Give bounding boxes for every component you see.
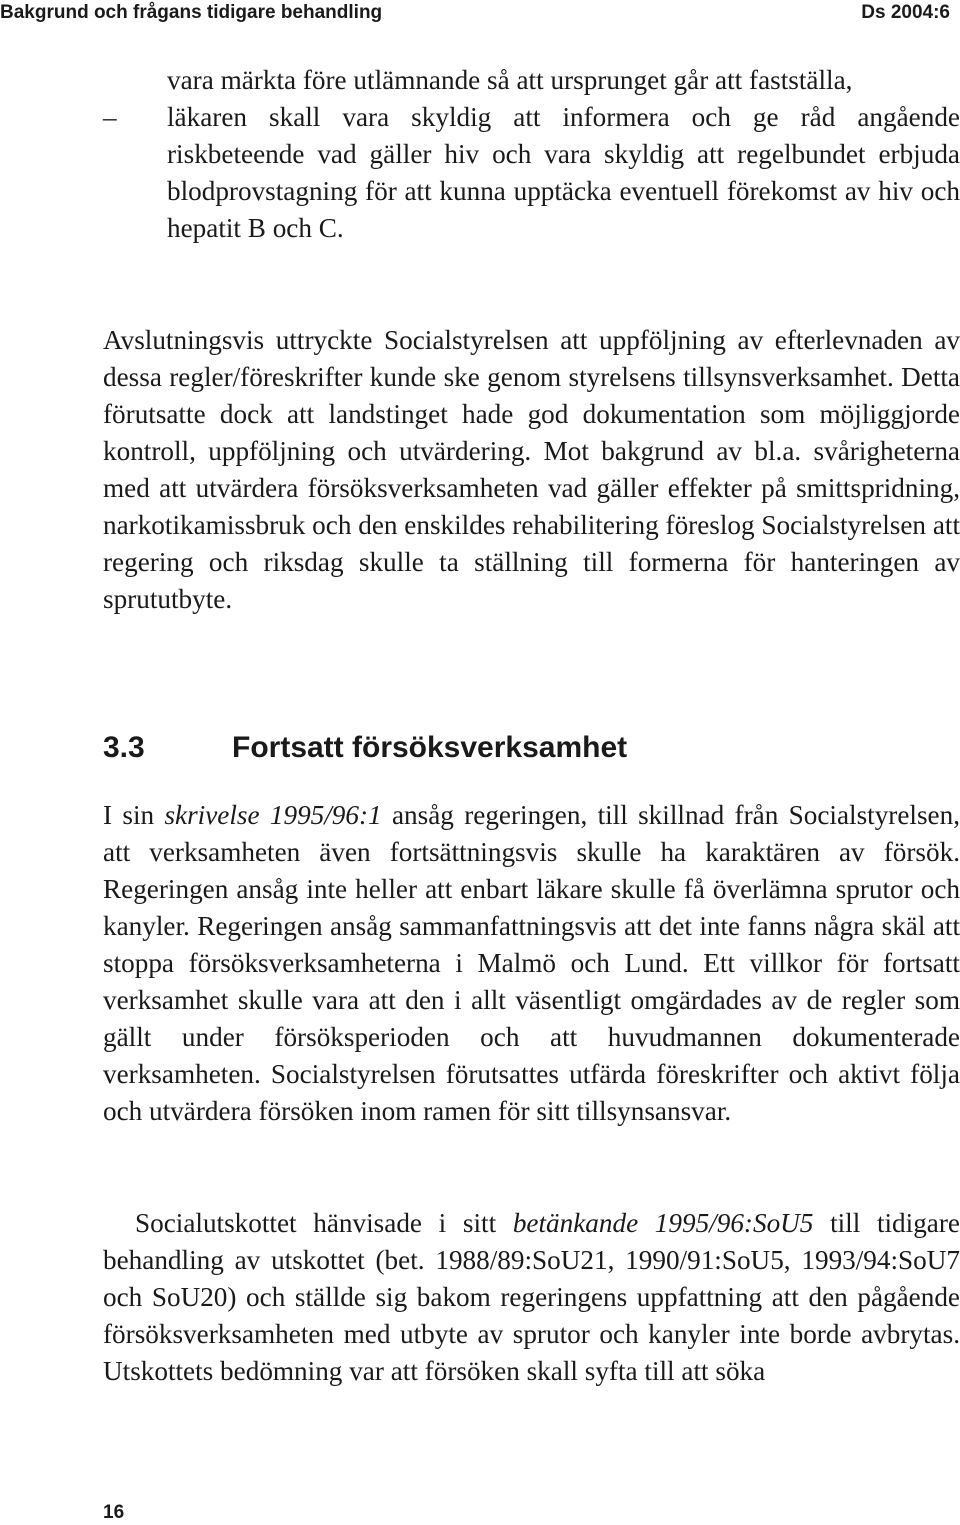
reference-betankande: betänkande 1995/96:SoU5 (512, 1208, 814, 1238)
header-document-id: Ds 2004:6 (861, 2, 950, 23)
list-item-continued: vara märkta före utlämnande så att ursprunget går att fastställa, (167, 65, 853, 95)
section-number: 3.3 (103, 731, 145, 764)
page-number: 16 (103, 1502, 125, 1523)
paragraph-committee-report: Socialutskottet hänvisade i sitt betänkande 1995/96:SoU5 till tidigare behandling av utskottet (bet. 1988/89:SoU21, 1990/91:SoU5, 1993/94:SoU7 och SoU20) och ställde sig bakom regeringens uppfattning att den pågående försöksverksamheten med utbyte av sprutor och kanyler inte borde avbrytas. Utskottets bedömning var att försöken skall syfta till att söka (103, 1208, 960, 1386)
requirements-list (103, 62, 960, 247)
running-header (0, 2, 960, 28)
header-chapter-title: Bakgrund och frågans tidigare behandling (0, 2, 383, 23)
paragraph-socialstyrelsen-conclusion: Avslutningsvis uttryckte Socialstyrelsen att uppföljning av efterlevnaden av dessa regler/föreskrifter kunde ske genom styrelsens tillsynsverksamhet. Detta förutsatte dock att landstinget hade god dokumentation som möjliggjorde kontroll, uppföljning och utvärdering. Mot bakgrund av bl.a. svårigheterna med att utvärdera försöksverksamheten vad gäller effekter på smittspridning, narkotikamissbruk och den enskildes rehabilitering föreslog Socialstyrelsen att regering och riksdag skulle ta ställning till formerna för hanteringen av sprututbyte. (103, 325, 960, 614)
section-title: Fortsatt försöksverksamhet (232, 731, 628, 764)
reference-skrivelse: skrivelse 1995/96:1 (164, 800, 382, 830)
section-heading (103, 728, 960, 768)
paragraph-government-letter: I sin skrivelse 1995/96:1 ansåg regeringen, till skillnad från Socialstyrelsen, att verksamheten även fortsättningsvis skulle ha karaktären av försök. Regeringen ansåg inte heller att enbart läkare skulle få överlämna sprutor och kanyler. Regeringen ansåg sammanfattningsvis att det inte fanns några skäl att stoppa försöksverksamheterna i Malmö och Lund. Ett villkor för fortsatt verksamhet skulle vara att den i allt väsentligt omgärdades av de regler som gällt under försöksperioden och att huvudmannen dokumenterade verksamheten. Socialstyrelsen förutsattes utfärda föreskrifter och aktivt följa och utvärdera försöken inom ramen för sitt tillsynsansvar. (103, 800, 960, 1126)
list-item: – läkaren skall vara skyldig att informera och ge råd angående riskbeteende vad gäller hiv och vara skyldig att regelbundet erbjuda blodprovstagning för att kunna upptäcka eventuell förekomst av hiv och hepatit B och C. (103, 99, 960, 247)
list-dash: – (103, 102, 117, 132)
